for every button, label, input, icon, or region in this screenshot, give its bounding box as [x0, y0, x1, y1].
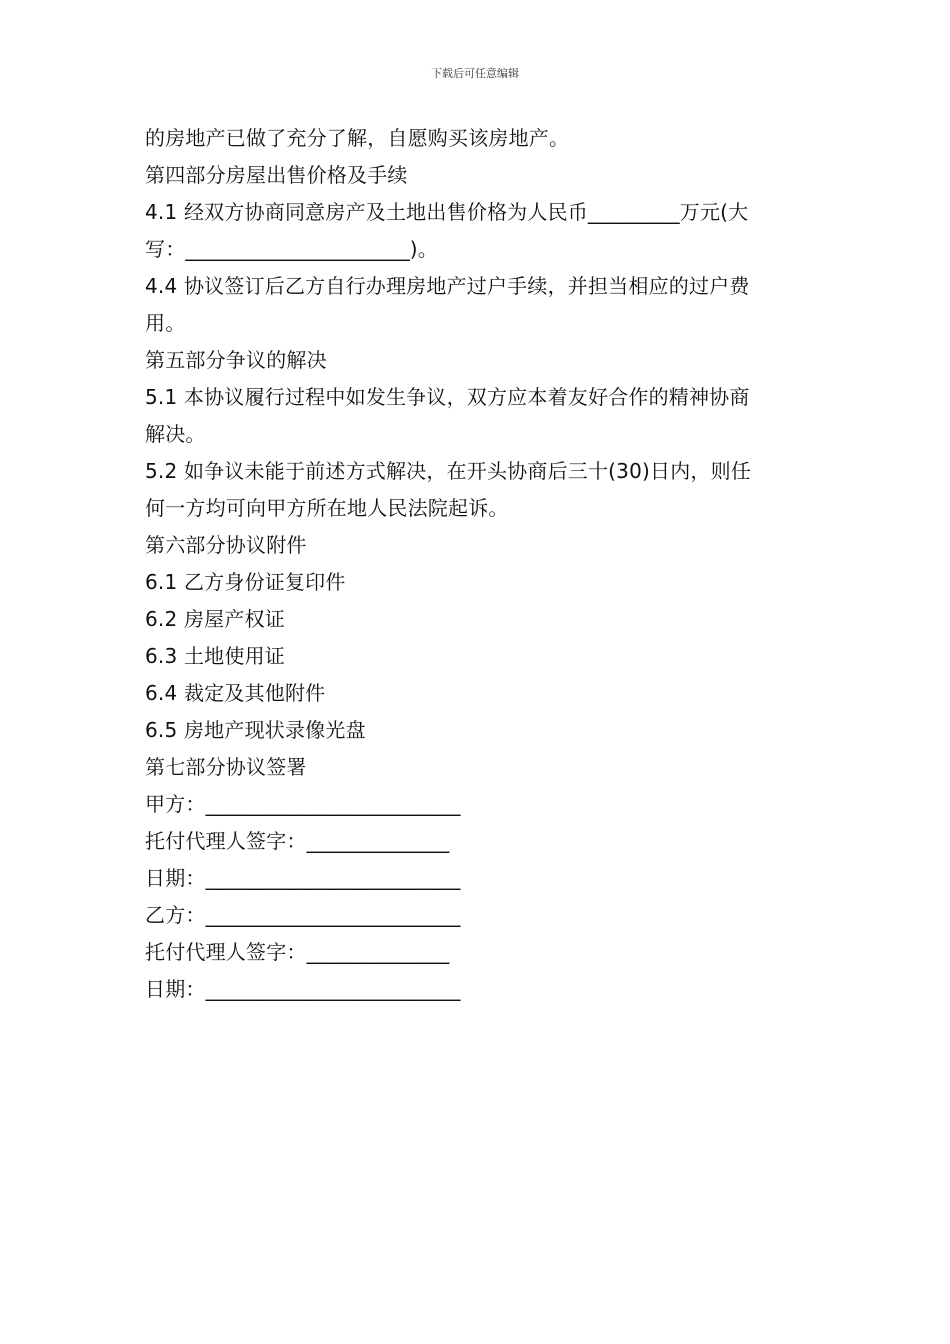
- signature-agent-a: 托付代理人签字：______________: [145, 829, 450, 853]
- attachment-item: 6.1 乙方身份证复印件: [145, 570, 346, 594]
- section-7-heading: 第七部分协议签署: [145, 755, 307, 779]
- clause-5-2-line-1: 5.2 如争议未能于前述方式解决，在开头协商后三十(30)日内，则任: [145, 459, 752, 483]
- attachment-item: 6.2 房屋产权证: [145, 607, 285, 631]
- clause-5-1-line-2: 解决。: [145, 422, 206, 446]
- signature-agent-b: 托付代理人签字：______________: [145, 940, 450, 964]
- clause-4-1: [145, 194, 810, 268]
- signature-date-b: 日期：_________________________: [145, 977, 461, 1001]
- intro-line: 的房地产已做了充分了解，自愿购买该房地产。: [145, 126, 570, 150]
- attachment-item: 6.4 裁定及其他附件: [145, 681, 326, 705]
- section-5-heading: 第五部分争议的解决: [145, 348, 327, 372]
- page-header: 下载后可任意编辑: [431, 67, 519, 80]
- clause-5-1: [145, 379, 810, 453]
- attachment-item: 6.5 房地产现状录像光盘: [145, 718, 366, 742]
- document-body: [145, 120, 810, 1008]
- clause-4-1-line-1: 4.1 经双方协商同意房产及土地出售价格为人民币_________万元(大: [145, 200, 749, 224]
- attachment-item: 6.3 土地使用证: [145, 644, 285, 668]
- clause-5-2-line-2: 何一方均可向甲方所在地人民法院起诉。: [145, 496, 509, 520]
- signature-party-b: 乙方：_________________________: [145, 903, 461, 927]
- clause-4-4-line-2: 用。: [145, 311, 186, 335]
- clause-4-4-line-1: 4.4 协议签订后乙方自行办理房地产过户手续，并担当相应的过户费: [145, 274, 750, 298]
- clause-5-2: [145, 453, 810, 527]
- signature-date-a: 日期：_________________________: [145, 866, 461, 890]
- section-4-heading: 第四部分房屋出售价格及手续: [145, 163, 408, 187]
- clause-4-4: [145, 268, 810, 342]
- clause-5-1-line-1: 5.1 本协议履行过程中如发生争议，双方应本着友好合作的精神协商: [145, 385, 750, 409]
- clause-4-1-line-2: 写：______________________)。: [145, 237, 439, 261]
- section-6-heading: 第六部分协议附件: [145, 533, 307, 557]
- signature-party-a: 甲方：_________________________: [145, 792, 461, 816]
